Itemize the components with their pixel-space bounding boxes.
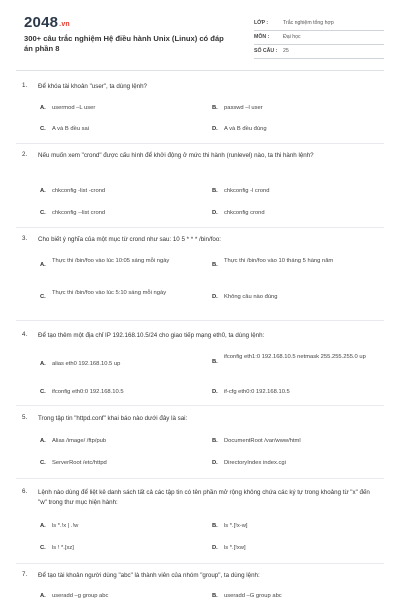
question-number: 1. bbox=[22, 82, 28, 89]
question-separator bbox=[16, 563, 384, 564]
option-label: A. bbox=[40, 105, 46, 111]
question-text: Để tạo thêm một địa chỉ IP 192.168.10.5/24 cho giao tiếp mạng eth0, ta dùng lệnh: bbox=[38, 332, 265, 339]
option-label: B. bbox=[212, 438, 218, 444]
option-label: A. bbox=[40, 593, 46, 599]
question-number: 7. bbox=[22, 571, 28, 578]
meta-count bbox=[254, 44, 384, 59]
question-separator bbox=[16, 478, 384, 479]
document-header bbox=[0, 0, 400, 70]
option-text: ls *.[!xw] bbox=[224, 545, 246, 551]
option-text: Thực thi /bin/foo vào lúc 5:10 sáng mỗi ngày bbox=[52, 290, 167, 296]
option-text: chkconfig crond bbox=[224, 210, 265, 216]
option-label: A. bbox=[40, 361, 46, 367]
option-label: B. bbox=[212, 188, 218, 194]
question-number: 2. bbox=[22, 151, 28, 158]
question-text: Để tạo tài khoản người dùng "abc" là thành viên của nhóm "group", ta dùng lệnh: bbox=[38, 572, 260, 579]
option-label: D. bbox=[212, 460, 218, 466]
meta-count-value: 25 bbox=[283, 48, 289, 54]
option-text: A và B đều đúng bbox=[224, 126, 267, 132]
option-text: Thực thi /bin/foo vào lúc 10:05 sáng mỗi ngày bbox=[52, 258, 170, 264]
meta-subject-key: MÔN : bbox=[254, 34, 270, 40]
option-label: C. bbox=[40, 294, 46, 300]
meta-class-key: LỚP : bbox=[254, 20, 269, 26]
option-label: C. bbox=[40, 210, 46, 216]
option-label: D. bbox=[212, 545, 218, 551]
option-text: if-cfg eth0:0 192.168.10.5 bbox=[224, 389, 290, 395]
question-text: Nếu muốn xem "crond" được cấu hình để khởi động ở mức thi hành (runlevel) nào, ta thi hành lệnh? bbox=[38, 152, 314, 159]
question-number: 6. bbox=[22, 488, 28, 495]
meta-subject-value: Đại học bbox=[283, 34, 301, 40]
option-label: B. bbox=[212, 105, 218, 111]
header-divider bbox=[16, 70, 384, 71]
option-text: passwd –l user bbox=[224, 105, 263, 111]
logo-text: 2048 bbox=[24, 14, 59, 31]
option-text: ServerRoot /etc/httpd bbox=[52, 460, 107, 466]
question-text: Trong tập tin "httpd.conf" khai báo nào dưới đây là sai: bbox=[38, 415, 188, 422]
option-text: alias eth0 192.168.10.5 up bbox=[52, 361, 121, 367]
site-logo[interactable] bbox=[24, 14, 70, 31]
option-label: D. bbox=[212, 126, 218, 132]
option-text: chkconfig -l crond bbox=[224, 188, 270, 194]
question-text: Để khóa tài khoản "user", ta dùng lệnh? bbox=[38, 83, 147, 90]
option-label: B. bbox=[212, 593, 218, 599]
question-number: 3. bbox=[22, 235, 28, 242]
question-text: Cho biết ý nghĩa của một mục từ crond như sau: 10 5 * * * /bin/foo: bbox=[38, 236, 222, 243]
question-separator bbox=[16, 227, 384, 228]
question-separator bbox=[16, 405, 384, 406]
option-label: C. bbox=[40, 545, 46, 551]
option-text: chkconfig -list -crond bbox=[52, 188, 106, 194]
option-text: ls *.!x | .!w bbox=[52, 523, 79, 529]
option-label: A. bbox=[40, 438, 46, 444]
option-label: D. bbox=[212, 294, 218, 300]
option-text: ifconfig eth1:0 192.168.10.5 netmask 255.255.255.0 up bbox=[224, 354, 366, 360]
option-label: A. bbox=[40, 262, 46, 268]
option-text: Thực thi /bin/foo vào 10 tháng 5 hàng năm bbox=[224, 258, 334, 264]
option-text: ls *.[!x-w] bbox=[224, 523, 248, 529]
option-label: D. bbox=[212, 210, 218, 216]
option-label: B. bbox=[212, 262, 218, 268]
option-label: C. bbox=[40, 389, 46, 395]
option-text: Không câu nào đúng bbox=[224, 294, 278, 300]
option-text: usermod –L user bbox=[52, 105, 96, 111]
question-text: Lệnh nào dùng để liệt kê danh sách tất cả các tập tin có tên phần mở rộng không chứa các ký tự trong khoảng từ "x" đến "w" trong thư mục hiện hành: bbox=[38, 489, 370, 506]
option-label: A. bbox=[40, 523, 46, 529]
option-text: Alias /image/ /ftp/pub bbox=[52, 438, 107, 444]
meta-subject bbox=[254, 30, 384, 45]
meta-class-value: Trắc nghiệm tổng hợp bbox=[283, 20, 334, 26]
question-separator bbox=[16, 143, 384, 144]
option-text: useradd –g group abc bbox=[52, 593, 109, 599]
option-label: D. bbox=[212, 389, 218, 395]
option-label: B. bbox=[212, 523, 218, 529]
option-text: ls ! *.[xz] bbox=[52, 545, 74, 551]
option-text: A và B đều sai bbox=[52, 126, 90, 132]
question-separator bbox=[16, 320, 384, 321]
option-text: chkconfig --list crond bbox=[52, 210, 106, 216]
option-text: DirectoryIndex index.cgi bbox=[224, 460, 286, 466]
meta-count-key: SỐ CÂU : bbox=[254, 48, 278, 54]
meta-class bbox=[254, 16, 384, 31]
option-text: useradd –G group abc bbox=[224, 593, 282, 599]
option-text: DocumentRoot /var/www/html bbox=[224, 438, 301, 444]
document-title: 300+ câu trắc nghiệm Hệ điều hành Unix (Linux) có đáp án phần 8 bbox=[24, 34, 224, 53]
option-label: C. bbox=[40, 460, 46, 466]
option-label: B. bbox=[212, 359, 218, 365]
option-text: ifconfig eth0:0 192.168.10.5 bbox=[52, 389, 124, 395]
logo-suffix: .vn bbox=[59, 21, 70, 28]
question-number: 4. bbox=[22, 331, 28, 338]
option-label: C. bbox=[40, 126, 46, 132]
option-label: A. bbox=[40, 188, 46, 194]
question-number: 5. bbox=[22, 414, 28, 421]
